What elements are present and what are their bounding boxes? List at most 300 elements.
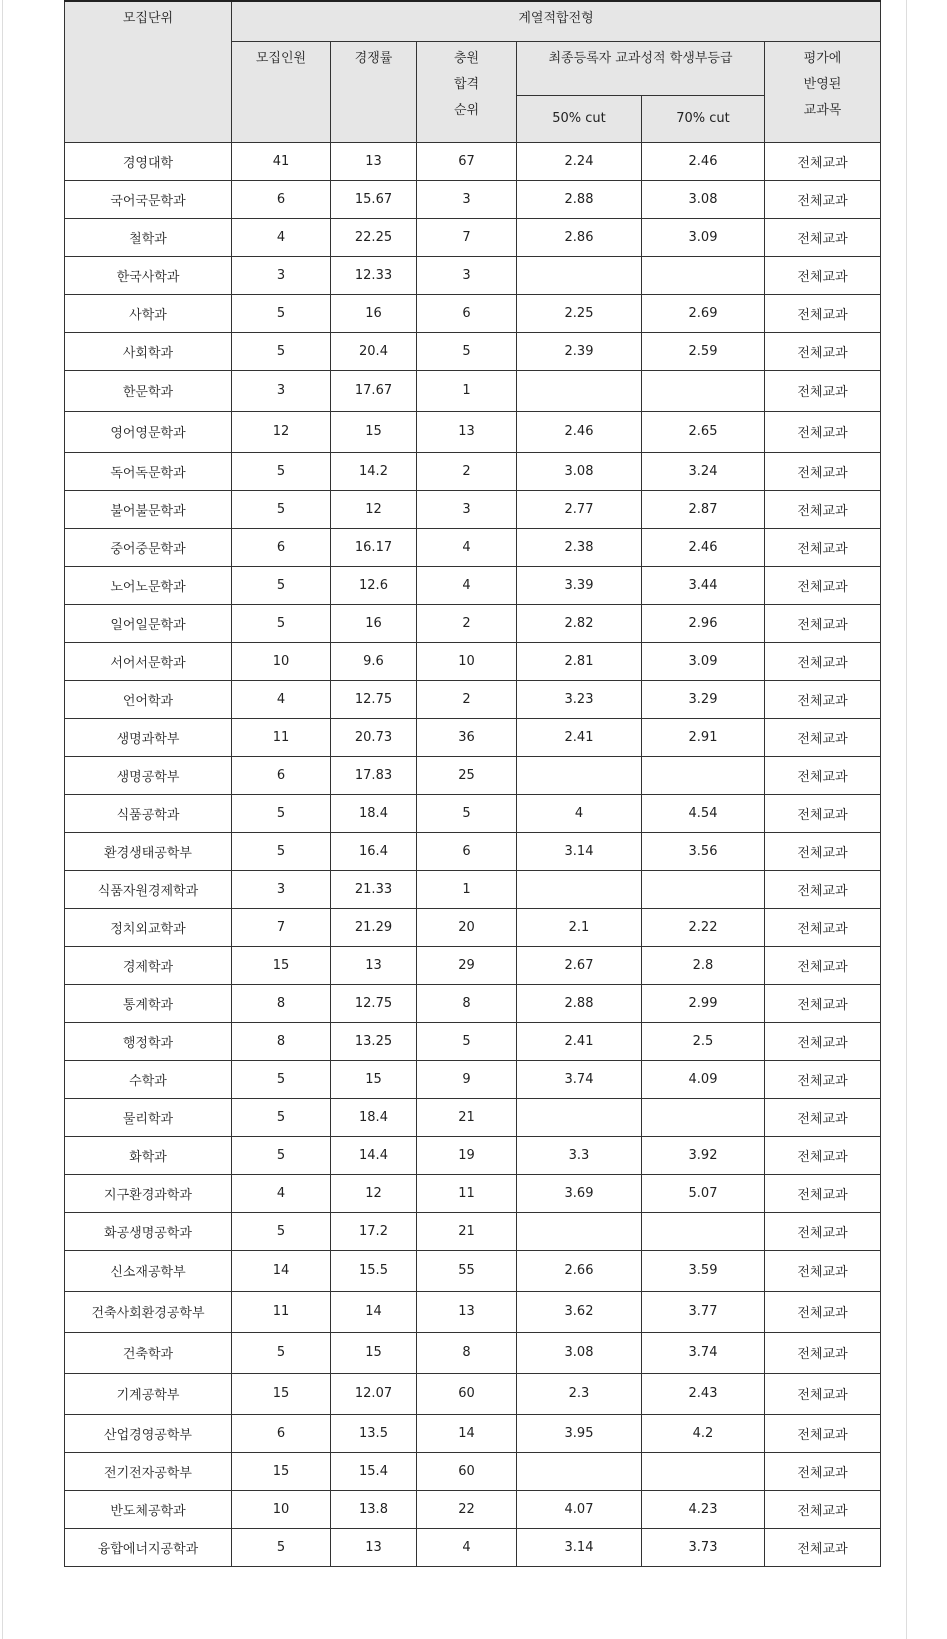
cell-rank: 10 <box>417 642 517 680</box>
cell-cut50: 3.23 <box>517 680 642 718</box>
cell-cut70: 2.87 <box>642 490 765 528</box>
cell-rank: 8 <box>417 1332 517 1373</box>
cell-cut70 <box>642 370 765 411</box>
table-row <box>65 946 881 984</box>
cell-quota: 11 <box>232 1291 331 1332</box>
cell-rank: 1 <box>417 870 517 908</box>
cell-cut50: 2.88 <box>517 180 642 218</box>
header-rank-line: 합격 <box>453 76 480 92</box>
cell-cut50: 2.86 <box>517 218 642 256</box>
cell-unit: 반도체공학과 <box>65 1490 232 1528</box>
header-track: 계열적합전형 <box>232 1 881 41</box>
header-subjects <box>765 41 881 142</box>
cell-ratio: 13.8 <box>331 1490 417 1528</box>
cell-ratio: 20.73 <box>331 718 417 756</box>
table-row <box>65 908 881 946</box>
cell-unit: 물리학과 <box>65 1098 232 1136</box>
cell-unit: 국어국문학과 <box>65 180 232 218</box>
cell-unit: 노어노문학과 <box>65 566 232 604</box>
cell-ratio: 18.4 <box>331 794 417 832</box>
cell-unit: 건축사회환경공학부 <box>65 1291 232 1332</box>
cell-subjects: 전체교과 <box>765 1291 881 1332</box>
cell-rank: 6 <box>417 294 517 332</box>
cell-cut70: 2.91 <box>642 718 765 756</box>
cell-cut70: 2.59 <box>642 332 765 370</box>
cell-subjects: 전체교과 <box>765 1060 881 1098</box>
cell-quota: 5 <box>232 1060 331 1098</box>
cell-subjects: 전체교과 <box>765 142 881 180</box>
cell-cut70 <box>642 756 765 794</box>
cell-ratio: 15 <box>331 1332 417 1373</box>
cell-cut70: 3.74 <box>642 1332 765 1373</box>
cell-unit: 생명과학부 <box>65 718 232 756</box>
cell-cut70: 2.22 <box>642 908 765 946</box>
cell-rank: 1 <box>417 370 517 411</box>
cell-cut70: 5.07 <box>642 1174 765 1212</box>
cell-subjects: 전체교과 <box>765 256 881 294</box>
cell-rank: 21 <box>417 1098 517 1136</box>
cell-subjects: 전체교과 <box>765 1250 881 1291</box>
cell-unit: 수학과 <box>65 1060 232 1098</box>
cell-cut50: 2.41 <box>517 1022 642 1060</box>
cell-cut70 <box>642 1212 765 1250</box>
cell-cut70 <box>642 1452 765 1490</box>
table-row <box>65 870 881 908</box>
cell-cut50: 3.08 <box>517 1332 642 1373</box>
cell-ratio: 20.4 <box>331 332 417 370</box>
cell-rank: 8 <box>417 984 517 1022</box>
cell-subjects: 전체교과 <box>765 870 881 908</box>
cell-cut70: 3.56 <box>642 832 765 870</box>
cell-subjects: 전체교과 <box>765 984 881 1022</box>
cell-cut50: 2.66 <box>517 1250 642 1291</box>
cell-unit: 한국사학과 <box>65 256 232 294</box>
cell-unit: 화공생명공학과 <box>65 1212 232 1250</box>
cell-quota: 5 <box>232 1212 331 1250</box>
table-row <box>65 1136 881 1174</box>
cell-cut50: 2.3 <box>517 1373 642 1414</box>
table-row <box>65 294 881 332</box>
table-row <box>65 984 881 1022</box>
cell-rank: 60 <box>417 1452 517 1490</box>
cell-ratio: 16.4 <box>331 832 417 870</box>
cell-cut50: 2.77 <box>517 490 642 528</box>
cell-rank: 29 <box>417 946 517 984</box>
cell-subjects: 전체교과 <box>765 1332 881 1373</box>
cell-quota: 6 <box>232 1414 331 1452</box>
header-grade-group: 최종등록자 교과성적 학생부등급 <box>517 41 765 95</box>
header-quota: 모집인원 <box>232 41 331 142</box>
cell-cut70: 3.29 <box>642 680 765 718</box>
cell-unit: 신소재공학부 <box>65 1250 232 1291</box>
header-cut50: 50% cut <box>517 95 642 142</box>
cell-subjects: 전체교과 <box>765 1136 881 1174</box>
cell-unit: 사회학과 <box>65 332 232 370</box>
cell-quota: 41 <box>232 142 331 180</box>
table-row <box>65 1373 881 1414</box>
table-row <box>65 642 881 680</box>
cell-unit: 건축학과 <box>65 1332 232 1373</box>
cell-quota: 8 <box>232 1022 331 1060</box>
cell-cut70: 3.92 <box>642 1136 765 1174</box>
cell-quota: 5 <box>232 294 331 332</box>
table-row <box>65 218 881 256</box>
table-row <box>65 604 881 642</box>
cell-cut70: 4.23 <box>642 1490 765 1528</box>
cell-subjects: 전체교과 <box>765 1098 881 1136</box>
table-body <box>65 142 881 1566</box>
cell-quota: 14 <box>232 1250 331 1291</box>
cell-unit: 철학과 <box>65 218 232 256</box>
cell-cut70: 2.96 <box>642 604 765 642</box>
cell-cut70: 3.44 <box>642 566 765 604</box>
cell-cut50: 2.39 <box>517 332 642 370</box>
cell-unit: 산업경영공학부 <box>65 1414 232 1452</box>
cell-quota: 5 <box>232 1136 331 1174</box>
cell-cut50: 2.67 <box>517 946 642 984</box>
cell-rank: 4 <box>417 566 517 604</box>
cell-cut50: 2.82 <box>517 604 642 642</box>
cell-cut50: 3.95 <box>517 1414 642 1452</box>
cell-unit: 언어학과 <box>65 680 232 718</box>
cell-subjects: 전체교과 <box>765 528 881 566</box>
table-row <box>65 1174 881 1212</box>
cell-cut70 <box>642 870 765 908</box>
table-row <box>65 1060 881 1098</box>
cell-ratio: 9.6 <box>331 642 417 680</box>
cell-ratio: 13 <box>331 1528 417 1566</box>
cell-subjects: 전체교과 <box>765 908 881 946</box>
cell-subjects: 전체교과 <box>765 1452 881 1490</box>
cell-rank: 22 <box>417 1490 517 1528</box>
cell-rank: 4 <box>417 1528 517 1566</box>
cell-cut70: 2.46 <box>642 142 765 180</box>
cell-subjects: 전체교과 <box>765 1490 881 1528</box>
cell-cut50: 4.07 <box>517 1490 642 1528</box>
cell-quota: 6 <box>232 180 331 218</box>
header-rank-line: 충원 <box>453 50 480 66</box>
table-row <box>65 832 881 870</box>
cell-subjects: 전체교과 <box>765 490 881 528</box>
cell-cut70: 3.09 <box>642 218 765 256</box>
cell-quota: 5 <box>232 604 331 642</box>
cell-unit: 정치외교학과 <box>65 908 232 946</box>
cell-ratio: 16 <box>331 604 417 642</box>
cell-cut50: 2.41 <box>517 718 642 756</box>
cell-ratio: 13.25 <box>331 1022 417 1060</box>
cell-quota: 5 <box>232 1098 331 1136</box>
cell-quota: 5 <box>232 566 331 604</box>
cell-unit: 지구환경과학과 <box>65 1174 232 1212</box>
cell-ratio: 15.4 <box>331 1452 417 1490</box>
cell-rank: 20 <box>417 908 517 946</box>
cell-cut70: 2.8 <box>642 946 765 984</box>
cell-unit: 일어일문학과 <box>65 604 232 642</box>
cell-subjects: 전체교과 <box>765 794 881 832</box>
cell-cut70: 4.2 <box>642 1414 765 1452</box>
cell-subjects: 전체교과 <box>765 411 881 452</box>
table-row <box>65 1414 881 1452</box>
cell-unit: 서어서문학과 <box>65 642 232 680</box>
table-row <box>65 332 881 370</box>
cell-rank: 5 <box>417 794 517 832</box>
cell-subjects: 전체교과 <box>765 452 881 490</box>
cell-cut50 <box>517 1098 642 1136</box>
cell-ratio: 21.33 <box>331 870 417 908</box>
cell-quota: 3 <box>232 370 331 411</box>
table-row <box>65 180 881 218</box>
cell-ratio: 17.83 <box>331 756 417 794</box>
cell-cut70: 3.59 <box>642 1250 765 1291</box>
admissions-results-table <box>64 0 881 1567</box>
cell-cut70: 3.77 <box>642 1291 765 1332</box>
cell-unit: 행정학과 <box>65 1022 232 1060</box>
cell-unit: 전기전자공학부 <box>65 1452 232 1490</box>
cell-rank: 55 <box>417 1250 517 1291</box>
table-row <box>65 1212 881 1250</box>
cell-unit: 독어독문학과 <box>65 452 232 490</box>
cell-subjects: 전체교과 <box>765 180 881 218</box>
cell-cut70: 4.09 <box>642 1060 765 1098</box>
cell-cut70: 3.09 <box>642 642 765 680</box>
cell-cut70: 2.46 <box>642 528 765 566</box>
cell-quota: 6 <box>232 756 331 794</box>
cell-subjects: 전체교과 <box>765 718 881 756</box>
table-row <box>65 1022 881 1060</box>
cell-cut70 <box>642 256 765 294</box>
cell-unit: 기계공학부 <box>65 1373 232 1414</box>
cell-unit: 한문학과 <box>65 370 232 411</box>
cell-rank: 3 <box>417 256 517 294</box>
cell-rank: 3 <box>417 490 517 528</box>
cell-subjects: 전체교과 <box>765 218 881 256</box>
cell-ratio: 12 <box>331 1174 417 1212</box>
cell-unit: 환경생태공학부 <box>65 832 232 870</box>
cell-subjects: 전체교과 <box>765 1174 881 1212</box>
cell-quota: 12 <box>232 411 331 452</box>
cell-rank: 60 <box>417 1373 517 1414</box>
cell-rank: 2 <box>417 604 517 642</box>
table-row <box>65 1490 881 1528</box>
cell-ratio: 16 <box>331 294 417 332</box>
cell-rank: 2 <box>417 680 517 718</box>
header-subjects-line: 반영된 <box>803 76 842 92</box>
cell-cut50: 2.24 <box>517 142 642 180</box>
cell-ratio: 12.07 <box>331 1373 417 1414</box>
header-rank-line: 순위 <box>453 102 480 118</box>
cell-ratio: 13.5 <box>331 1414 417 1452</box>
cell-rank: 2 <box>417 452 517 490</box>
cell-quota: 7 <box>232 908 331 946</box>
cell-unit: 사학과 <box>65 294 232 332</box>
cell-ratio: 12.75 <box>331 680 417 718</box>
cell-quota: 4 <box>232 218 331 256</box>
table-row <box>65 1332 881 1373</box>
header-subjects-line: 평가에 <box>803 50 842 66</box>
cell-subjects: 전체교과 <box>765 566 881 604</box>
cell-ratio: 14 <box>331 1291 417 1332</box>
cell-cut70: 2.43 <box>642 1373 765 1414</box>
cell-quota: 5 <box>232 452 331 490</box>
table-row <box>65 1291 881 1332</box>
cell-rank: 36 <box>417 718 517 756</box>
cell-ratio: 12.33 <box>331 256 417 294</box>
cell-unit: 식품자원경제학과 <box>65 870 232 908</box>
cell-unit: 생명공학부 <box>65 756 232 794</box>
cell-unit: 식품공학과 <box>65 794 232 832</box>
cell-quota: 5 <box>232 1332 331 1373</box>
table-row <box>65 794 881 832</box>
cell-quota: 5 <box>232 490 331 528</box>
cell-cut70: 3.24 <box>642 452 765 490</box>
cell-rank: 9 <box>417 1060 517 1098</box>
cell-quota: 10 <box>232 642 331 680</box>
cell-subjects: 전체교과 <box>765 1414 881 1452</box>
cell-ratio: 17.67 <box>331 370 417 411</box>
cell-ratio: 18.4 <box>331 1098 417 1136</box>
cell-cut50: 3.39 <box>517 566 642 604</box>
cell-cut50: 4 <box>517 794 642 832</box>
table-row <box>65 718 881 756</box>
cell-cut70: 4.54 <box>642 794 765 832</box>
table-row <box>65 490 881 528</box>
header-subjects-line: 교과목 <box>803 102 842 118</box>
cell-ratio: 12.6 <box>331 566 417 604</box>
cell-cut50 <box>517 870 642 908</box>
cell-rank: 11 <box>417 1174 517 1212</box>
cell-unit: 불어불문학과 <box>65 490 232 528</box>
table-row <box>65 142 881 180</box>
cell-quota: 3 <box>232 256 331 294</box>
cell-ratio: 16.17 <box>331 528 417 566</box>
cell-quota: 15 <box>232 1373 331 1414</box>
cell-unit: 중어중문학과 <box>65 528 232 566</box>
cell-cut50 <box>517 1212 642 1250</box>
cell-rank: 67 <box>417 142 517 180</box>
cell-cut50: 2.38 <box>517 528 642 566</box>
cell-quota: 4 <box>232 680 331 718</box>
cell-cut50: 2.1 <box>517 908 642 946</box>
cell-cut50: 3.14 <box>517 832 642 870</box>
cell-cut70: 2.69 <box>642 294 765 332</box>
cell-subjects: 전체교과 <box>765 680 881 718</box>
cell-cut50: 3.74 <box>517 1060 642 1098</box>
cell-rank: 3 <box>417 180 517 218</box>
cell-cut50 <box>517 756 642 794</box>
cell-cut70: 2.65 <box>642 411 765 452</box>
cell-unit: 경제학과 <box>65 946 232 984</box>
table-row <box>65 1452 881 1490</box>
cell-ratio: 17.2 <box>331 1212 417 1250</box>
table-row <box>65 1528 881 1566</box>
cell-subjects: 전체교과 <box>765 294 881 332</box>
cell-quota: 5 <box>232 832 331 870</box>
cell-rank: 6 <box>417 832 517 870</box>
cell-ratio: 15.67 <box>331 180 417 218</box>
cell-quota: 10 <box>232 1490 331 1528</box>
header-ratio: 경쟁률 <box>331 41 417 142</box>
cell-rank: 14 <box>417 1414 517 1452</box>
cell-rank: 5 <box>417 1022 517 1060</box>
cell-cut50: 3.14 <box>517 1528 642 1566</box>
cell-subjects: 전체교과 <box>765 946 881 984</box>
cell-cut50 <box>517 370 642 411</box>
cell-subjects: 전체교과 <box>765 604 881 642</box>
cell-cut50: 3.3 <box>517 1136 642 1174</box>
table-row <box>65 452 881 490</box>
cell-quota: 3 <box>232 870 331 908</box>
cell-cut70: 3.08 <box>642 180 765 218</box>
cell-rank: 5 <box>417 332 517 370</box>
cell-cut50: 2.81 <box>517 642 642 680</box>
cell-cut50 <box>517 1452 642 1490</box>
cell-cut70: 3.73 <box>642 1528 765 1566</box>
cell-subjects: 전체교과 <box>765 332 881 370</box>
cell-rank: 4 <box>417 528 517 566</box>
table-row <box>65 256 881 294</box>
cell-subjects: 전체교과 <box>765 370 881 411</box>
cell-ratio: 22.25 <box>331 218 417 256</box>
cell-cut50: 2.88 <box>517 984 642 1022</box>
cell-ratio: 15.5 <box>331 1250 417 1291</box>
table-row <box>65 1250 881 1291</box>
table-row <box>65 680 881 718</box>
cell-ratio: 13 <box>331 142 417 180</box>
cell-ratio: 13 <box>331 946 417 984</box>
cell-rank: 13 <box>417 1291 517 1332</box>
cell-unit: 영어영문학과 <box>65 411 232 452</box>
cell-rank: 21 <box>417 1212 517 1250</box>
cell-unit: 화학과 <box>65 1136 232 1174</box>
header-cut70: 70% cut <box>642 95 765 142</box>
cell-quota: 4 <box>232 1174 331 1212</box>
cell-ratio: 12 <box>331 490 417 528</box>
cell-subjects: 전체교과 <box>765 756 881 794</box>
cell-unit: 융합에너지공학과 <box>65 1528 232 1566</box>
cell-subjects: 전체교과 <box>765 1022 881 1060</box>
table-row <box>65 566 881 604</box>
cell-ratio: 12.75 <box>331 984 417 1022</box>
cell-quota: 5 <box>232 1528 331 1566</box>
cell-ratio: 14.2 <box>331 452 417 490</box>
cell-quota: 8 <box>232 984 331 1022</box>
table-row <box>65 528 881 566</box>
cell-quota: 15 <box>232 946 331 984</box>
cell-cut50: 3.69 <box>517 1174 642 1212</box>
cell-subjects: 전체교과 <box>765 1528 881 1566</box>
header-rank <box>417 41 517 142</box>
cell-cut70 <box>642 1098 765 1136</box>
cell-quota: 15 <box>232 1452 331 1490</box>
cell-ratio: 15 <box>331 1060 417 1098</box>
table-row <box>65 411 881 452</box>
cell-rank: 19 <box>417 1136 517 1174</box>
cell-unit: 통계학과 <box>65 984 232 1022</box>
cell-quota: 11 <box>232 718 331 756</box>
cell-subjects: 전체교과 <box>765 1212 881 1250</box>
cell-cut70: 2.99 <box>642 984 765 1022</box>
cell-unit: 경영대학 <box>65 142 232 180</box>
header-unit: 모집단위 <box>65 1 232 142</box>
cell-quota: 5 <box>232 794 331 832</box>
cell-ratio: 14.4 <box>331 1136 417 1174</box>
cell-ratio: 21.29 <box>331 908 417 946</box>
table-row <box>65 370 881 411</box>
cell-subjects: 전체교과 <box>765 832 881 870</box>
cell-cut70: 2.5 <box>642 1022 765 1060</box>
table-row <box>65 756 881 794</box>
cell-rank: 25 <box>417 756 517 794</box>
